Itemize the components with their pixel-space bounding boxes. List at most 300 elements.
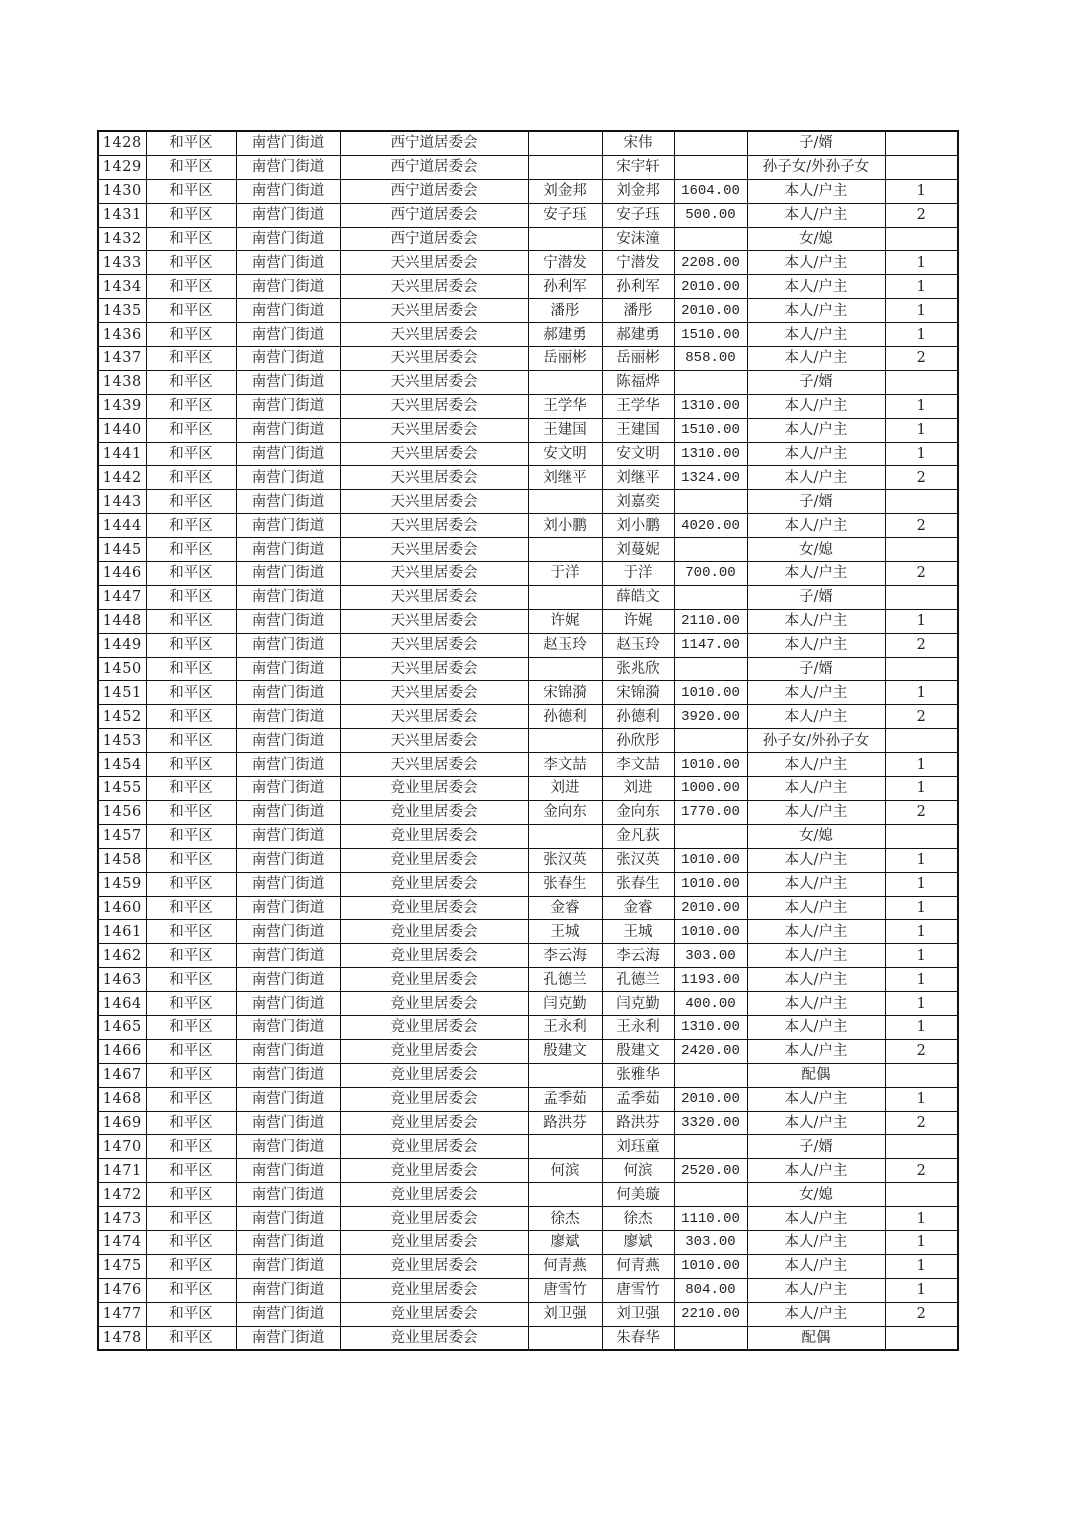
cell-relation: 本人/户主 [747, 800, 885, 824]
cell-committee: 竞业里居委会 [340, 1015, 528, 1039]
table-row [98, 514, 958, 538]
cell-street: 南营门街道 [236, 944, 340, 968]
cell-district: 和平区 [146, 538, 236, 562]
table-row [98, 705, 958, 729]
cell-district: 和平区 [146, 681, 236, 705]
cell-row-number: 1469 [98, 1111, 146, 1135]
cell-relation: 本人/户主 [747, 777, 885, 801]
cell-household-size [885, 1326, 958, 1350]
cell-applicant: 孙利军 [528, 275, 602, 299]
cell-row-number: 1475 [98, 1254, 146, 1278]
cell-household-size: 2 [885, 203, 958, 227]
cell-member-name: 王永利 [602, 1015, 674, 1039]
cell-member-name: 刘进 [602, 777, 674, 801]
cell-row-number: 1432 [98, 227, 146, 251]
cell-applicant: 赵玉玲 [528, 633, 602, 657]
table-row [98, 777, 958, 801]
cell-district: 和平区 [146, 1230, 236, 1254]
cell-district: 和平区 [146, 1207, 236, 1231]
cell-applicant [528, 538, 602, 562]
cell-district: 和平区 [146, 1183, 236, 1207]
cell-member-name: 刘小鹏 [602, 514, 674, 538]
cell-district: 和平区 [146, 347, 236, 371]
table-row [98, 848, 958, 872]
table-row [98, 1135, 958, 1159]
cell-amount [674, 227, 747, 251]
cell-relation: 本人/户主 [747, 848, 885, 872]
cell-household-size: 1 [885, 777, 958, 801]
table-row [98, 1039, 958, 1063]
table-row [98, 1063, 958, 1087]
cell-amount [674, 538, 747, 562]
cell-relation: 女/媳 [747, 824, 885, 848]
cell-applicant: 徐杰 [528, 1207, 602, 1231]
cell-member-name: 安子珏 [602, 203, 674, 227]
table-row [98, 155, 958, 179]
cell-applicant: 张汉英 [528, 848, 602, 872]
cell-street: 南营门街道 [236, 1135, 340, 1159]
cell-district: 和平区 [146, 490, 236, 514]
cell-amount: 2520.00 [674, 1159, 747, 1183]
cell-district: 和平区 [146, 394, 236, 418]
cell-member-name: 王学华 [602, 394, 674, 418]
cell-street: 南营门街道 [236, 1278, 340, 1302]
cell-row-number: 1476 [98, 1278, 146, 1302]
cell-relation: 本人/户主 [747, 1278, 885, 1302]
cell-applicant: 唐雪竹 [528, 1278, 602, 1302]
cell-member-name: 何美璇 [602, 1183, 674, 1207]
cell-amount: 3920.00 [674, 705, 747, 729]
cell-row-number: 1445 [98, 538, 146, 562]
table-row [98, 538, 958, 562]
cell-amount: 1310.00 [674, 1015, 747, 1039]
cell-household-size: 1 [885, 418, 958, 442]
cell-row-number: 1468 [98, 1087, 146, 1111]
cell-row-number: 1443 [98, 490, 146, 514]
cell-relation: 本人/户主 [747, 705, 885, 729]
cell-street: 南营门街道 [236, 131, 340, 155]
cell-member-name: 赵玉玲 [602, 633, 674, 657]
cell-amount: 1010.00 [674, 848, 747, 872]
cell-relation: 本人/户主 [747, 179, 885, 203]
cell-street: 南营门街道 [236, 872, 340, 896]
cell-member-name: 张春生 [602, 872, 674, 896]
cell-committee: 天兴里居委会 [340, 585, 528, 609]
cell-relation: 本人/户主 [747, 562, 885, 586]
cell-member-name: 李文喆 [602, 753, 674, 777]
cell-row-number: 1474 [98, 1230, 146, 1254]
cell-relation: 本人/户主 [747, 251, 885, 275]
cell-household-size: 1 [885, 1254, 958, 1278]
table-row [98, 585, 958, 609]
cell-committee: 天兴里居委会 [340, 275, 528, 299]
cell-household-size [885, 1063, 958, 1087]
cell-applicant: 孟季茹 [528, 1087, 602, 1111]
cell-district: 和平区 [146, 824, 236, 848]
table-row [98, 227, 958, 251]
cell-relation: 本人/户主 [747, 872, 885, 896]
cell-relation: 女/媳 [747, 227, 885, 251]
cell-row-number: 1466 [98, 1039, 146, 1063]
cell-relation: 本人/户主 [747, 968, 885, 992]
cell-street: 南营门街道 [236, 609, 340, 633]
cell-household-size: 1 [885, 275, 958, 299]
cell-committee: 天兴里居委会 [340, 418, 528, 442]
cell-member-name: 于洋 [602, 562, 674, 586]
cell-committee: 天兴里居委会 [340, 323, 528, 347]
cell-row-number: 1461 [98, 920, 146, 944]
cell-member-name: 殷建文 [602, 1039, 674, 1063]
cell-district: 和平区 [146, 920, 236, 944]
cell-applicant: 廖斌 [528, 1230, 602, 1254]
cell-amount [674, 370, 747, 394]
cell-district: 和平区 [146, 323, 236, 347]
cell-household-size: 1 [885, 992, 958, 1016]
cell-street: 南营门街道 [236, 585, 340, 609]
cell-household-size [885, 585, 958, 609]
cell-amount: 1310.00 [674, 442, 747, 466]
cell-committee: 竞业里居委会 [340, 1183, 528, 1207]
cell-household-size: 1 [885, 848, 958, 872]
cell-district: 和平区 [146, 633, 236, 657]
cell-committee: 天兴里居委会 [340, 514, 528, 538]
cell-household-size: 2 [885, 1111, 958, 1135]
cell-applicant: 刘小鹏 [528, 514, 602, 538]
cell-amount: 1010.00 [674, 753, 747, 777]
table-body [98, 131, 958, 1350]
cell-amount [674, 585, 747, 609]
cell-applicant [528, 585, 602, 609]
cell-street: 南营门街道 [236, 681, 340, 705]
cell-applicant: 何滨 [528, 1159, 602, 1183]
cell-row-number: 1446 [98, 562, 146, 586]
cell-applicant: 宁潜发 [528, 251, 602, 275]
cell-member-name: 孙德利 [602, 705, 674, 729]
cell-applicant: 于洋 [528, 562, 602, 586]
cell-street: 南营门街道 [236, 179, 340, 203]
cell-committee: 天兴里居委会 [340, 490, 528, 514]
cell-applicant [528, 1326, 602, 1350]
cell-relation: 配偶 [747, 1063, 885, 1087]
cell-applicant: 何青燕 [528, 1254, 602, 1278]
table-row [98, 418, 958, 442]
cell-district: 和平区 [146, 1039, 236, 1063]
cell-street: 南营门街道 [236, 203, 340, 227]
spreadsheet-page [97, 130, 959, 1351]
cell-district: 和平区 [146, 1254, 236, 1278]
cell-street: 南营门街道 [236, 370, 340, 394]
table-row [98, 729, 958, 753]
cell-member-name: 何滨 [602, 1159, 674, 1183]
table-row [98, 1278, 958, 1302]
cell-row-number: 1431 [98, 203, 146, 227]
cell-district: 和平区 [146, 968, 236, 992]
table-row [98, 872, 958, 896]
cell-row-number: 1437 [98, 347, 146, 371]
cell-district: 和平区 [146, 299, 236, 323]
cell-applicant: 孔德兰 [528, 968, 602, 992]
cell-amount [674, 824, 747, 848]
cell-applicant [528, 824, 602, 848]
cell-amount: 1000.00 [674, 777, 747, 801]
cell-relation: 本人/户主 [747, 275, 885, 299]
cell-member-name: 刘卫强 [602, 1302, 674, 1326]
cell-member-name: 金睿 [602, 896, 674, 920]
cell-household-size: 1 [885, 1278, 958, 1302]
cell-row-number: 1430 [98, 179, 146, 203]
cell-amount: 2420.00 [674, 1039, 747, 1063]
cell-household-size: 2 [885, 1159, 958, 1183]
cell-member-name: 金向东 [602, 800, 674, 824]
cell-street: 南营门街道 [236, 633, 340, 657]
cell-household-size [885, 155, 958, 179]
cell-street: 南营门街道 [236, 1207, 340, 1231]
cell-member-name: 徐杰 [602, 1207, 674, 1231]
cell-committee: 西宁道居委会 [340, 155, 528, 179]
cell-household-size [885, 131, 958, 155]
table-row [98, 944, 958, 968]
cell-member-name: 朱春华 [602, 1326, 674, 1350]
cell-committee: 竞业里居委会 [340, 1135, 528, 1159]
cell-street: 南营门街道 [236, 347, 340, 371]
cell-amount: 2010.00 [674, 1087, 747, 1111]
cell-relation: 本人/户主 [747, 1254, 885, 1278]
cell-applicant: 宋锦漪 [528, 681, 602, 705]
cell-relation: 子/婿 [747, 131, 885, 155]
cell-district: 和平区 [146, 1135, 236, 1159]
table-row [98, 992, 958, 1016]
cell-amount: 1193.00 [674, 968, 747, 992]
cell-district: 和平区 [146, 1326, 236, 1350]
cell-relation: 本人/户主 [747, 920, 885, 944]
cell-amount: 1147.00 [674, 633, 747, 657]
cell-district: 和平区 [146, 155, 236, 179]
cell-row-number: 1450 [98, 657, 146, 681]
cell-amount [674, 131, 747, 155]
cell-row-number: 1447 [98, 585, 146, 609]
cell-row-number: 1477 [98, 1302, 146, 1326]
cell-row-number: 1429 [98, 155, 146, 179]
cell-committee: 天兴里居委会 [340, 657, 528, 681]
cell-household-size: 1 [885, 251, 958, 275]
table-row [98, 466, 958, 490]
cell-street: 南营门街道 [236, 514, 340, 538]
cell-relation: 本人/户主 [747, 299, 885, 323]
table-row [98, 896, 958, 920]
cell-amount: 2110.00 [674, 609, 747, 633]
cell-household-size: 1 [885, 442, 958, 466]
cell-member-name: 张兆欣 [602, 657, 674, 681]
cell-member-name: 薛皓文 [602, 585, 674, 609]
cell-row-number: 1439 [98, 394, 146, 418]
table-row [98, 1183, 958, 1207]
cell-row-number: 1449 [98, 633, 146, 657]
cell-committee: 西宁道居委会 [340, 179, 528, 203]
cell-applicant: 殷建文 [528, 1039, 602, 1063]
cell-household-size: 1 [885, 753, 958, 777]
cell-amount: 4020.00 [674, 514, 747, 538]
cell-committee: 竞业里居委会 [340, 944, 528, 968]
cell-relation: 本人/户主 [747, 1159, 885, 1183]
cell-street: 南营门街道 [236, 968, 340, 992]
table-row [98, 131, 958, 155]
cell-row-number: 1464 [98, 992, 146, 1016]
cell-household-size: 2 [885, 1302, 958, 1326]
cell-street: 南营门街道 [236, 657, 340, 681]
cell-street: 南营门街道 [236, 705, 340, 729]
cell-member-name: 王建国 [602, 418, 674, 442]
cell-household-size: 1 [885, 179, 958, 203]
cell-relation: 本人/户主 [747, 681, 885, 705]
cell-district: 和平区 [146, 1159, 236, 1183]
cell-district: 和平区 [146, 131, 236, 155]
cell-district: 和平区 [146, 1278, 236, 1302]
cell-street: 南营门街道 [236, 824, 340, 848]
cell-committee: 竞业里居委会 [340, 1159, 528, 1183]
cell-committee: 天兴里居委会 [340, 394, 528, 418]
cell-relation: 孙子女/外孙子女 [747, 729, 885, 753]
cell-amount: 2210.00 [674, 1302, 747, 1326]
cell-street: 南营门街道 [236, 896, 340, 920]
cell-committee: 竞业里居委会 [340, 1087, 528, 1111]
cell-household-size: 2 [885, 347, 958, 371]
cell-row-number: 1462 [98, 944, 146, 968]
cell-amount: 2010.00 [674, 275, 747, 299]
cell-committee: 天兴里居委会 [340, 538, 528, 562]
cell-relation: 子/婿 [747, 370, 885, 394]
cell-committee: 竞业里居委会 [340, 1254, 528, 1278]
cell-row-number: 1460 [98, 896, 146, 920]
cell-applicant [528, 1063, 602, 1087]
cell-household-size [885, 538, 958, 562]
cell-relation: 女/媳 [747, 1183, 885, 1207]
cell-row-number: 1457 [98, 824, 146, 848]
cell-committee: 竞业里居委会 [340, 1111, 528, 1135]
cell-household-size: 1 [885, 872, 958, 896]
cell-district: 和平区 [146, 418, 236, 442]
cell-committee: 竞业里居委会 [340, 1230, 528, 1254]
cell-household-size: 1 [885, 299, 958, 323]
cell-member-name: 何青燕 [602, 1254, 674, 1278]
cell-row-number: 1428 [98, 131, 146, 155]
cell-amount: 2010.00 [674, 299, 747, 323]
cell-member-name: 刘嘉奕 [602, 490, 674, 514]
cell-applicant [528, 729, 602, 753]
table-row [98, 657, 958, 681]
cell-district: 和平区 [146, 227, 236, 251]
cell-household-size: 1 [885, 1015, 958, 1039]
cell-street: 南营门街道 [236, 251, 340, 275]
table-row [98, 1159, 958, 1183]
cell-relation: 本人/户主 [747, 753, 885, 777]
cell-street: 南营门街道 [236, 1111, 340, 1135]
cell-applicant: 安子珏 [528, 203, 602, 227]
cell-member-name: 路洪芬 [602, 1111, 674, 1135]
cell-street: 南营门街道 [236, 1015, 340, 1039]
cell-district: 和平区 [146, 179, 236, 203]
table-row [98, 562, 958, 586]
cell-district: 和平区 [146, 729, 236, 753]
cell-household-size [885, 1135, 958, 1159]
cell-street: 南营门街道 [236, 418, 340, 442]
cell-household-size [885, 227, 958, 251]
cell-member-name: 宋宇轩 [602, 155, 674, 179]
cell-relation: 孙子女/外孙子女 [747, 155, 885, 179]
cell-relation: 本人/户主 [747, 347, 885, 371]
cell-district: 和平区 [146, 1302, 236, 1326]
cell-district: 和平区 [146, 275, 236, 299]
cell-row-number: 1465 [98, 1015, 146, 1039]
cell-applicant: 李云海 [528, 944, 602, 968]
cell-member-name: 廖斌 [602, 1230, 674, 1254]
cell-committee: 竞业里居委会 [340, 968, 528, 992]
cell-row-number: 1470 [98, 1135, 146, 1159]
cell-row-number: 1456 [98, 800, 146, 824]
cell-street: 南营门街道 [236, 466, 340, 490]
cell-relation: 本人/户主 [747, 203, 885, 227]
cell-applicant: 刘卫强 [528, 1302, 602, 1326]
cell-applicant: 许娓 [528, 609, 602, 633]
cell-amount: 303.00 [674, 1230, 747, 1254]
cell-committee: 竞业里居委会 [340, 1302, 528, 1326]
cell-applicant: 刘进 [528, 777, 602, 801]
cell-member-name: 张雅华 [602, 1063, 674, 1087]
cell-committee: 竞业里居委会 [340, 1326, 528, 1350]
cell-household-size: 2 [885, 562, 958, 586]
cell-row-number: 1451 [98, 681, 146, 705]
cell-household-size [885, 370, 958, 394]
cell-applicant: 张春生 [528, 872, 602, 896]
table-row [98, 824, 958, 848]
cell-street: 南营门街道 [236, 1326, 340, 1350]
cell-applicant: 岳丽彬 [528, 347, 602, 371]
cell-street: 南营门街道 [236, 992, 340, 1016]
table-row [98, 633, 958, 657]
table-row [98, 299, 958, 323]
cell-amount: 1010.00 [674, 920, 747, 944]
cell-applicant: 王建国 [528, 418, 602, 442]
cell-committee: 竞业里居委会 [340, 1278, 528, 1302]
cell-row-number: 1455 [98, 777, 146, 801]
cell-committee: 竞业里居委会 [340, 777, 528, 801]
cell-committee: 西宁道居委会 [340, 131, 528, 155]
table-row [98, 203, 958, 227]
cell-district: 和平区 [146, 442, 236, 466]
cell-amount [674, 155, 747, 179]
cell-amount: 1604.00 [674, 179, 747, 203]
table-row [98, 394, 958, 418]
cell-member-name: 王城 [602, 920, 674, 944]
cell-member-name: 潘彤 [602, 299, 674, 323]
cell-household-size: 2 [885, 514, 958, 538]
cell-relation: 本人/户主 [747, 418, 885, 442]
table-row [98, 1087, 958, 1111]
cell-relation: 子/婿 [747, 490, 885, 514]
cell-relation: 本人/户主 [747, 609, 885, 633]
table-row [98, 681, 958, 705]
cell-street: 南营门街道 [236, 753, 340, 777]
cell-amount: 1324.00 [674, 466, 747, 490]
cell-household-size: 1 [885, 944, 958, 968]
cell-applicant [528, 227, 602, 251]
cell-amount [674, 729, 747, 753]
cell-district: 和平区 [146, 800, 236, 824]
cell-relation: 本人/户主 [747, 1302, 885, 1326]
cell-row-number: 1478 [98, 1326, 146, 1350]
cell-household-size: 1 [885, 1207, 958, 1231]
cell-street: 南营门街道 [236, 538, 340, 562]
cell-district: 和平区 [146, 1087, 236, 1111]
